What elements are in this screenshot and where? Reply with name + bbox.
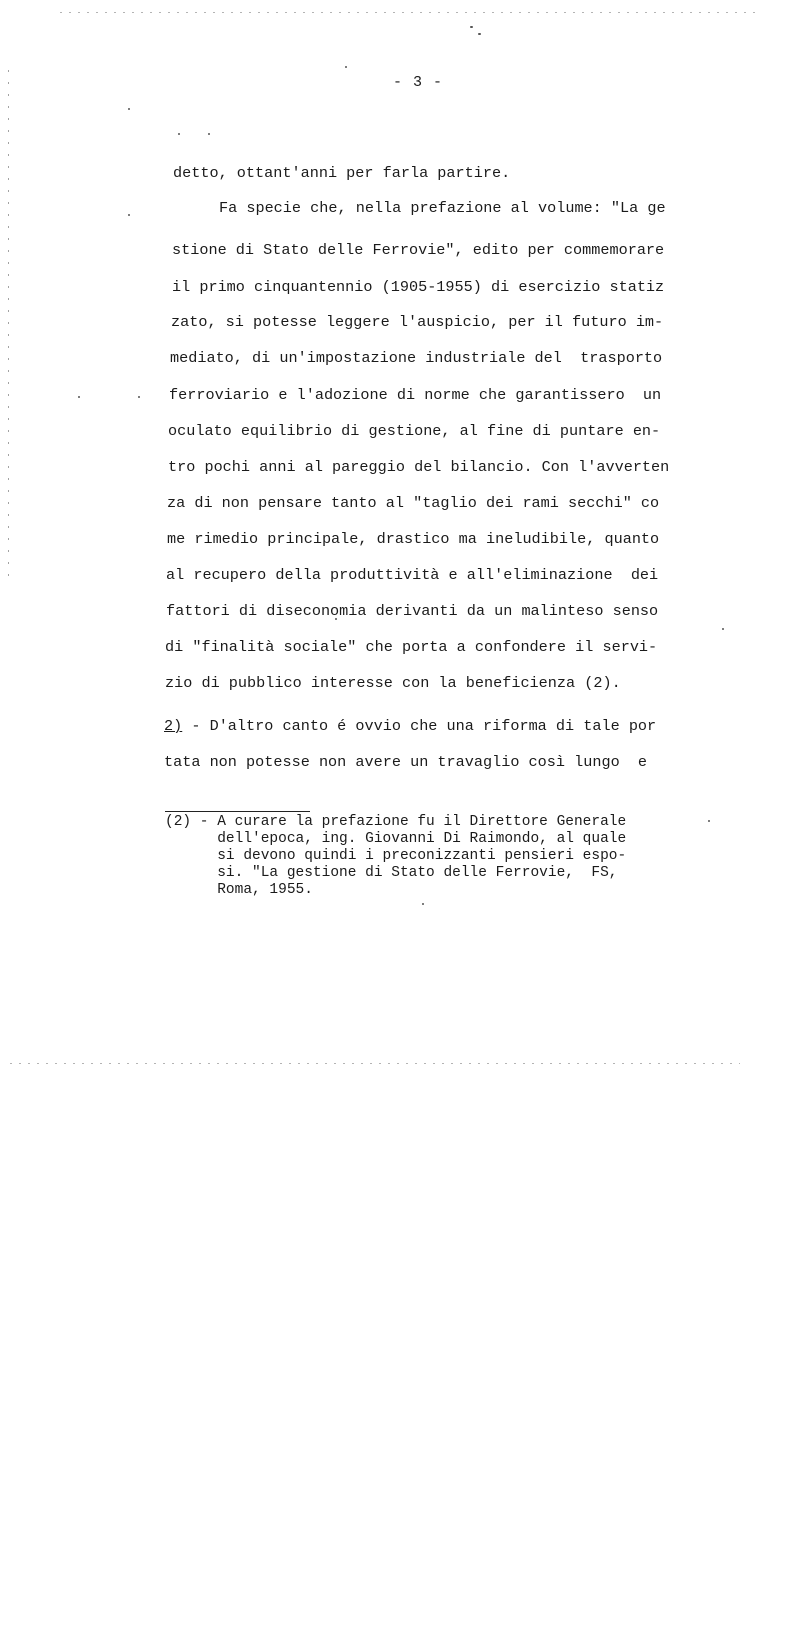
scan-noise-top bbox=[60, 12, 760, 13]
footnote-line: si. "La gestione di Stato delle Ferrovie, FS, bbox=[165, 865, 618, 881]
scan-speck bbox=[478, 33, 481, 35]
body-line: zio di pubblico interesse con la beneficienza (2). bbox=[165, 674, 621, 692]
body-line: me rimedio principale, drastico ma ineludibile, quanto bbox=[167, 530, 660, 548]
scan-speck bbox=[178, 133, 180, 135]
footnote-line: (2) - A curare la prefazione fu il Direttore Generale bbox=[165, 814, 627, 830]
scan-noise-bottom bbox=[10, 1063, 740, 1064]
scan-speck bbox=[128, 108, 130, 110]
scan-speck bbox=[208, 133, 210, 135]
body-line: il primo cinquantennio (1905-1955) di esercizio statiz bbox=[172, 278, 665, 296]
footnote-line: dell'epoca, ing. Giovanni Di Raimondo, al quale bbox=[165, 831, 627, 847]
scan-speck bbox=[708, 820, 710, 822]
footnote-line: Roma, 1955. bbox=[165, 882, 313, 898]
scan-speck bbox=[422, 903, 424, 905]
body-line: ferroviario e l'adozione di norme che garantissero un bbox=[169, 386, 662, 404]
body-line: fattori di diseconomia derivanti da un malinteso senso bbox=[166, 602, 659, 620]
scan-speck bbox=[138, 396, 140, 398]
footnote-separator bbox=[165, 811, 310, 812]
body-line: di "finalità sociale" che porta a confondere il servi- bbox=[165, 638, 658, 656]
scan-speck bbox=[470, 26, 473, 28]
footnote-line: si devono quindi i preconizzanti pensieri espo- bbox=[165, 848, 627, 864]
body-line: oculato equilibrio di gestione, al fine di puntare en- bbox=[168, 422, 661, 440]
body-line: zato, si potesse leggere l'auspicio, per il futuro im- bbox=[171, 313, 664, 331]
scan-speck bbox=[128, 214, 130, 216]
body-line: al recupero della produttività e all'eliminazione dei bbox=[166, 566, 659, 584]
scan-noise-left-margin bbox=[8, 70, 9, 580]
scan-speck bbox=[345, 66, 347, 68]
body-line: tro pochi anni al pareggio del bilancio. Con l'avverten bbox=[168, 458, 670, 476]
body-line: tata non potesse non avere un travaglio così lungo e bbox=[164, 753, 648, 771]
body-line: mediato, di un'impostazione industriale del trasporto bbox=[170, 349, 663, 367]
page-number: - 3 - bbox=[393, 74, 444, 91]
body-line: detto, ottant'anni per farla partire. bbox=[173, 164, 511, 182]
body-line: Fa specie che, nella prefazione al volume: "La ge bbox=[219, 199, 666, 217]
scan-speck bbox=[78, 396, 80, 398]
body-line: stione di Stato delle Ferrovie", edito per commemorare bbox=[172, 241, 665, 259]
body-line: za di non pensare tanto al "taglio dei rami secchi" co bbox=[167, 494, 660, 512]
body-line: 2) - D'altro canto é ovvio che una riforma di tale por bbox=[164, 717, 657, 735]
scan-speck bbox=[722, 628, 724, 630]
